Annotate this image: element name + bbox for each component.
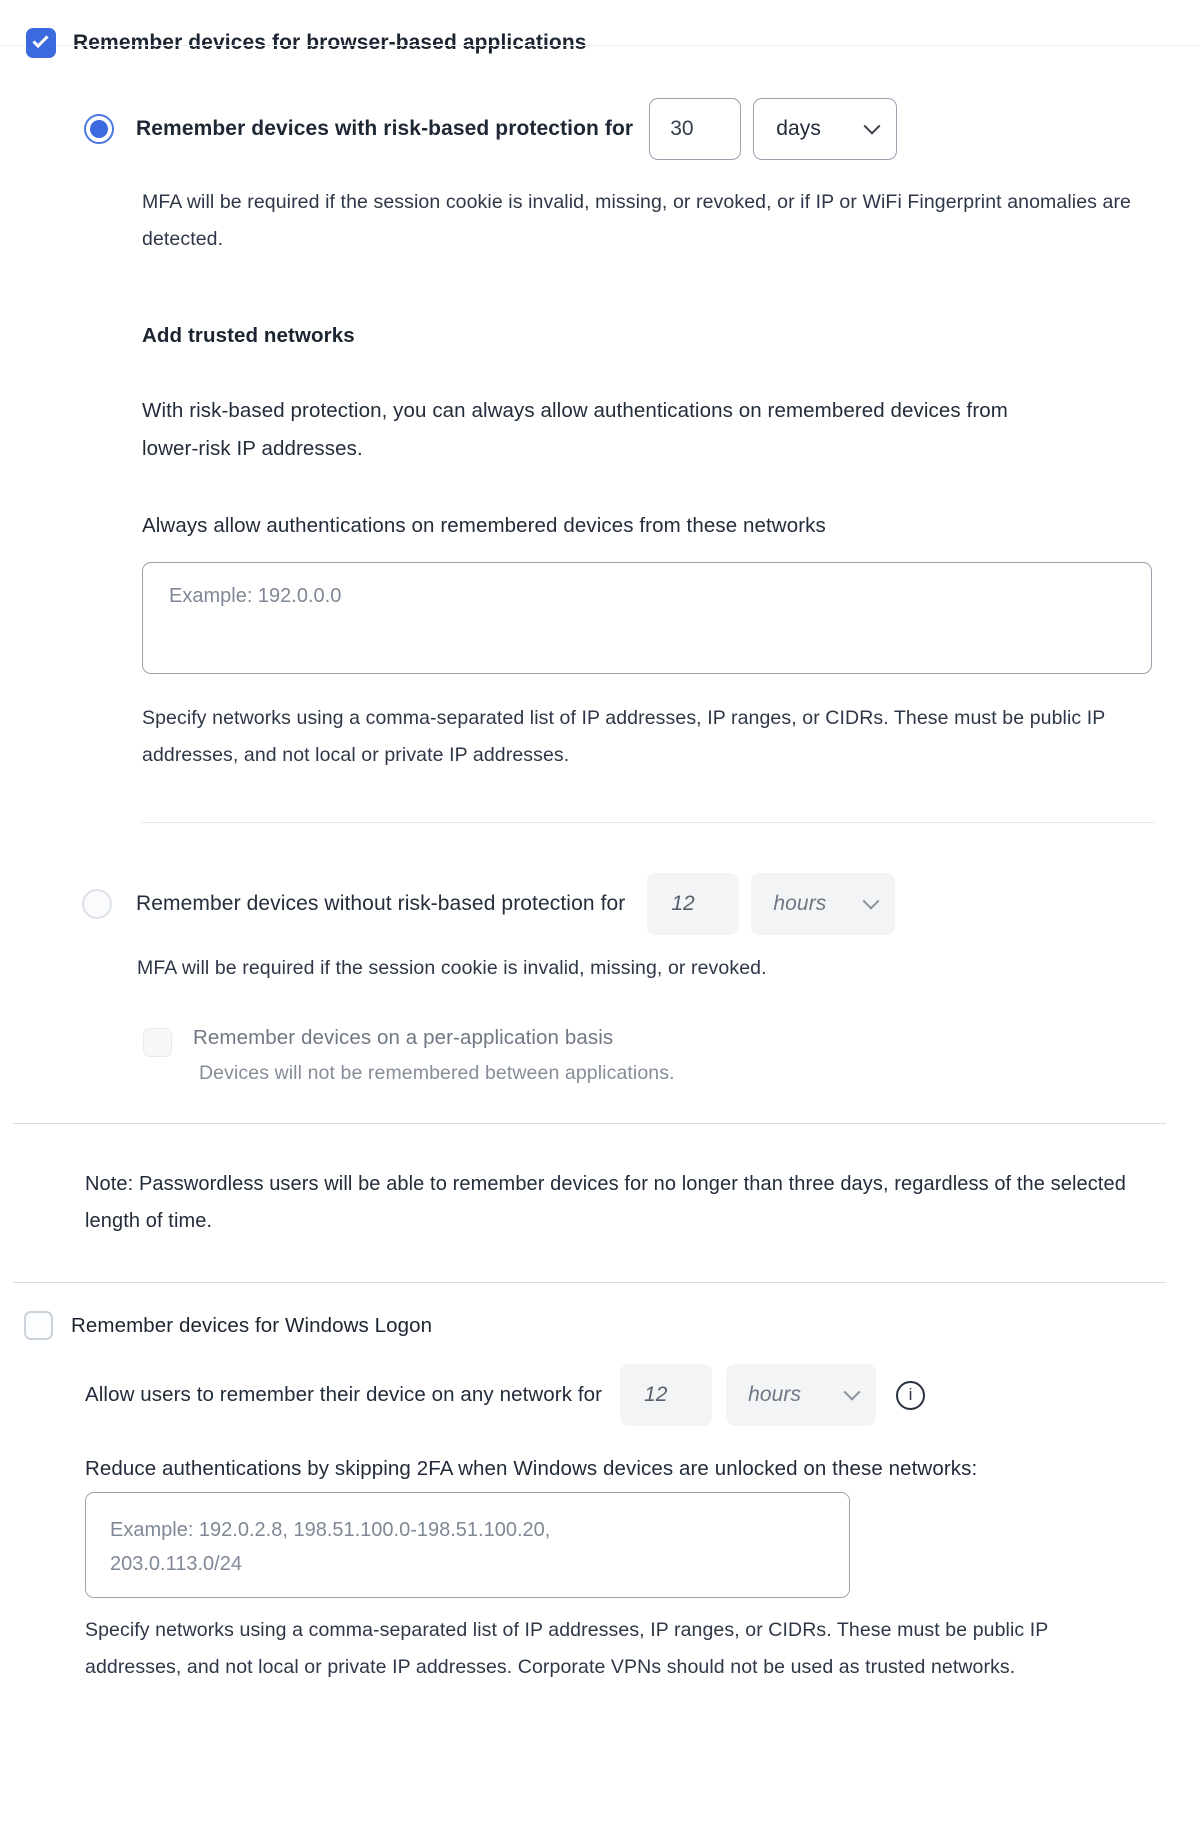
browser-apps-section bbox=[84, 98, 1200, 1085]
no-risk-radio[interactable] bbox=[82, 889, 112, 919]
windows-logon-checkbox-label: Remember devices for Windows Logon bbox=[71, 1313, 433, 1337]
windows-duration-unit-select bbox=[726, 1364, 876, 1426]
per-application-label: Remember devices on a per-application basis bbox=[193, 1026, 614, 1049]
trusted-networks-description: With risk-based protection, you can always allow authentications on remembered devices from lower-risk IP addresses. bbox=[142, 399, 1008, 460]
risk-radio-label: Remember devices with risk-based protection for bbox=[136, 117, 634, 140]
windows-duration-unit-value: hours bbox=[748, 1383, 802, 1406]
risk-duration-unit-select[interactable] bbox=[753, 98, 897, 160]
windows-networks-helper-text: Specify networks using a comma-separated list of IP addresses, IP ranges, or CIDRs. These must be public IP addresses, and not local or private IP addresses. Corporate VPNs should not be used as trusted networks. bbox=[85, 1619, 1049, 1678]
full-divider bbox=[13, 1282, 1166, 1283]
trusted-networks-heading: Add trusted networks bbox=[142, 324, 355, 347]
no-risk-helper-text: MFA will be required if the session cookie is invalid, missing, or revoked. bbox=[137, 957, 767, 979]
windows-logon-checkbox[interactable] bbox=[24, 1311, 53, 1340]
windows-networks-textarea[interactable] bbox=[85, 1492, 850, 1598]
no-risk-radio-label: Remember devices without risk-based protection for bbox=[136, 892, 626, 915]
risk-radio[interactable] bbox=[84, 114, 114, 144]
risk-radio-row bbox=[84, 98, 1200, 160]
browser-apps-checkbox-row bbox=[26, 28, 1200, 58]
per-application-checkbox bbox=[143, 1028, 172, 1057]
trusted-networks-input-label: Always allow authentications on remembered devices from these networks bbox=[142, 514, 826, 537]
windows-logon-section bbox=[85, 1364, 1200, 1686]
radio-dot bbox=[90, 120, 108, 138]
windows-allow-row bbox=[85, 1364, 1200, 1426]
windows-reduce-label: Reduce authentications by skipping 2FA when Windows devices are unlocked on these networks: bbox=[85, 1457, 978, 1480]
chevron-down-icon bbox=[864, 118, 881, 135]
per-application-helper-text: Devices will not be remembered between applications. bbox=[199, 1062, 675, 1084]
browser-apps-checkbox-label: Remember devices for browser-based applications bbox=[73, 31, 587, 54]
top-divider bbox=[0, 45, 1200, 46]
windows-duration-input bbox=[620, 1364, 712, 1426]
no-risk-duration-unit-value: hours bbox=[773, 892, 827, 915]
windows-logon-checkbox-row bbox=[24, 1311, 1200, 1340]
risk-helper-text: MFA will be required if the session cookie is invalid, missing, or revoked, or if IP or WiFi Fingerprint anomalies are detected. bbox=[142, 191, 1131, 250]
trusted-networks-textarea[interactable] bbox=[142, 562, 1152, 674]
chevron-down-icon bbox=[863, 893, 880, 910]
risk-duration-input[interactable] bbox=[649, 98, 741, 160]
passwordless-note: Note: Passwordless users will be able to remember devices for no longer than three days, regardless of the selected length of time. bbox=[85, 1173, 1126, 1232]
windows-allow-label: Allow users to remember their device on any network for bbox=[85, 1383, 603, 1406]
chevron-down-icon bbox=[844, 1384, 861, 1401]
no-risk-duration-unit-select bbox=[751, 873, 895, 935]
no-risk-duration-input bbox=[647, 873, 739, 935]
per-application-row bbox=[143, 1026, 1200, 1085]
checkmark-icon bbox=[32, 32, 48, 48]
info-icon[interactable]: i bbox=[896, 1381, 925, 1410]
full-divider bbox=[13, 1123, 1166, 1124]
browser-apps-checkbox[interactable] bbox=[26, 28, 56, 58]
no-risk-radio-row bbox=[82, 873, 1200, 935]
trusted-networks-helper-text: Specify networks using a comma-separated list of IP addresses, IP ranges, or CIDRs. These must be public IP addresses, and not local or private IP addresses. bbox=[142, 707, 1106, 766]
section-divider bbox=[142, 822, 1155, 823]
risk-duration-unit-value: days bbox=[776, 117, 821, 140]
